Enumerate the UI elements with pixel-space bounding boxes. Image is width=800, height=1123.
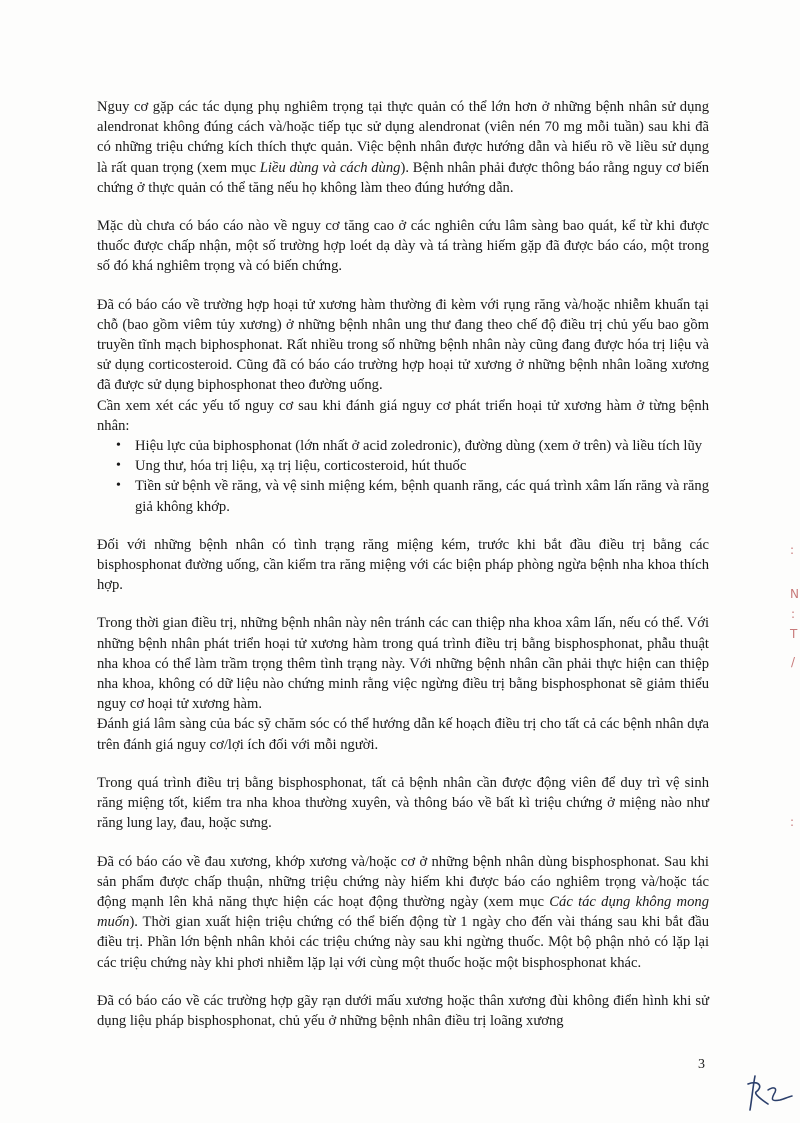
margin-mark: N	[790, 587, 799, 601]
signature-mark	[742, 1072, 796, 1116]
paragraph-ulcer-reports: Mặc dù chưa có báo cáo nào về nguy cơ tăng cao ở các nghiên cứu lâm sàng bao quát, kể từ khi được thuốc được chấp nhận, một số trường hợp loét dạ dày và tá tràng hiếm gặp đã được báo cáo, một trong số đó khá nghiêm trọng và có biến chứng.	[97, 218, 709, 275]
document-body	[97, 97, 709, 1031]
margin-mark: :	[790, 815, 795, 829]
risk-factor-list	[97, 436, 709, 517]
paragraph-risk-factors-intro: Cần xem xét các yếu tố nguy cơ sau khi đánh giá nguy cơ phát triển hoại tử xương hàm ở từng bệnh nhân:	[97, 397, 709, 434]
page-number: 3	[698, 1057, 705, 1072]
margin-mark: /	[791, 655, 796, 669]
paragraph-oral-hygiene: Trong quá trình điều trị bằng bisphosphonat, tất cả bệnh nhân cần được động viên để duy trì vệ sinh răng miệng tốt, kiểm tra nha khoa thường xuyên, và thông báo về bất kì triệu chứng ở miệng nào như răng lung lay, đau, hoặc sưng.	[97, 774, 709, 832]
paragraph-esophageal-risk: Nguy cơ gặp các tác dụng phụ nghiêm trọng tại thực quản có thể lớn hơn ở những bệnh nhân sử dụng alendronat không đúng cách và/hoặc tiếp tục sử dụng alendronat (viên nén 70 mg mỗi tuần) sau khi đã có những triệu chứng kích thích thực quản. Việc bệnh nhân được hướng dẫn và hiểu rõ về liều sử dụng là rất quan trọng (xem mục Liều dùng và cách dùng). Bệnh nhân phải được thông báo rằng nguy cơ biến chứng ở thực quản có thể tăng nếu họ không làm theo đúng hướng dẫn.	[97, 99, 709, 196]
margin-mark: :	[791, 607, 796, 621]
margin-mark: :	[790, 543, 795, 557]
paragraph-dental-procedures: Trong thời gian điều trị, những bệnh nhân này nên tránh các can thiệp nha khoa xâm lấn, nếu có thể. Với những bệnh nhân phát triển hoại tử xương hàm trong quá trình điều trị bằng bisphosphonat, phẫu thuật nha khoa có thể làm trầm trọng thêm tình trạng này. Với những bệnh nhân cần phải thực hiện can thiệp nha khoa, không có dữ liệu nào chứng minh rằng việc ngừng điều trị bằng bisphosphonat sẽ giảm thiểu nguy cơ hoại tử xương hàm.	[97, 615, 709, 713]
margin-mark: T	[790, 627, 798, 641]
list-item: • Ung thư, hóa trị liệu, xạ trị liệu, corticosteroid, hút thuốc	[135, 456, 709, 476]
paragraph-jaw-osteonecrosis: Đã có báo cáo về trường hợp hoại tử xương hàm thường đi kèm với rụng răng và/hoặc nhiễm khuẩn tại chỗ (bao gồm viêm tủy xương) ở những bệnh nhân ung thư đang theo chế độ điều trị chủ yếu bao gồm truyền tĩnh mạch biphosphonat. Rất nhiều trong số những bệnh nhân này cũng đang được hóa trị liệu và sử dụng corticosteroid. Cũng đã có báo cáo trường hợp hoại tử xương ở những bệnh nhân loãng xương đã được sử dụng biphosphonat theo đường uống.	[97, 296, 709, 394]
paragraph-femur-fractures: Đã có báo cáo về các trường hợp gãy rạn dưới mấu xương hoặc thân xương đùi không điển hình khi sử dụng liệu pháp bisphosphonat, chủ yếu ở những bệnh nhân điều trị loãng xương	[97, 992, 709, 1029]
list-item: • Hiệu lực của biphosphonat (lớn nhất ở acid zoledronic), đường dùng (xem ở trên) và liều tích lũy	[135, 436, 709, 456]
paragraph-clinical-assessment: Đánh giá lâm sàng của bác sỹ chăm sóc có thể hướng dẫn kế hoạch điều trị cho tất cả các bệnh nhân dựa trên đánh giá nguy cơ/lợi ích đối với mỗi người.	[97, 716, 709, 753]
paragraph-dental-check: Đối với những bệnh nhân có tình trạng răng miệng kém, trước khi bắt đầu điều trị bằng các bisphosphonat đường uống, cần kiểm tra răng miệng với các biện pháp phòng ngừa bệnh nha khoa thích hợp.	[97, 536, 709, 594]
paragraph-musculoskeletal-pain: Đã có báo cáo về đau xương, khớp xương và/hoặc cơ ở những bệnh nhân dùng bisphosphonat. Sau khi sản phẩm được chấp thuận, những triệu chứng này hiếm khi được báo cáo nghiêm trọng và/hoặc tác động mạnh lên khả năng thực hiện các hoạt động thường ngày (xem mục Các tác dụng không mong muốn). Thời gian xuất hiện triệu chứng có thể biến động từ 1 ngày cho đến vài tháng sau khi bắt đầu điều trị. Phần lớn bệnh nhân khỏi các triệu chứng này sau khi ngừng thuốc. Một bộ phận nhỏ có lặp lại các triệu chứng này khi phơi nhiễm lặp lại với cùng một thuốc hoặc một bisphosphonat khác.	[97, 853, 709, 971]
list-item: • Tiền sử bệnh về răng, và vệ sinh miệng kém, bệnh quanh răng, các quá trình xâm lấn răng và răng giả không khớp.	[135, 476, 709, 516]
